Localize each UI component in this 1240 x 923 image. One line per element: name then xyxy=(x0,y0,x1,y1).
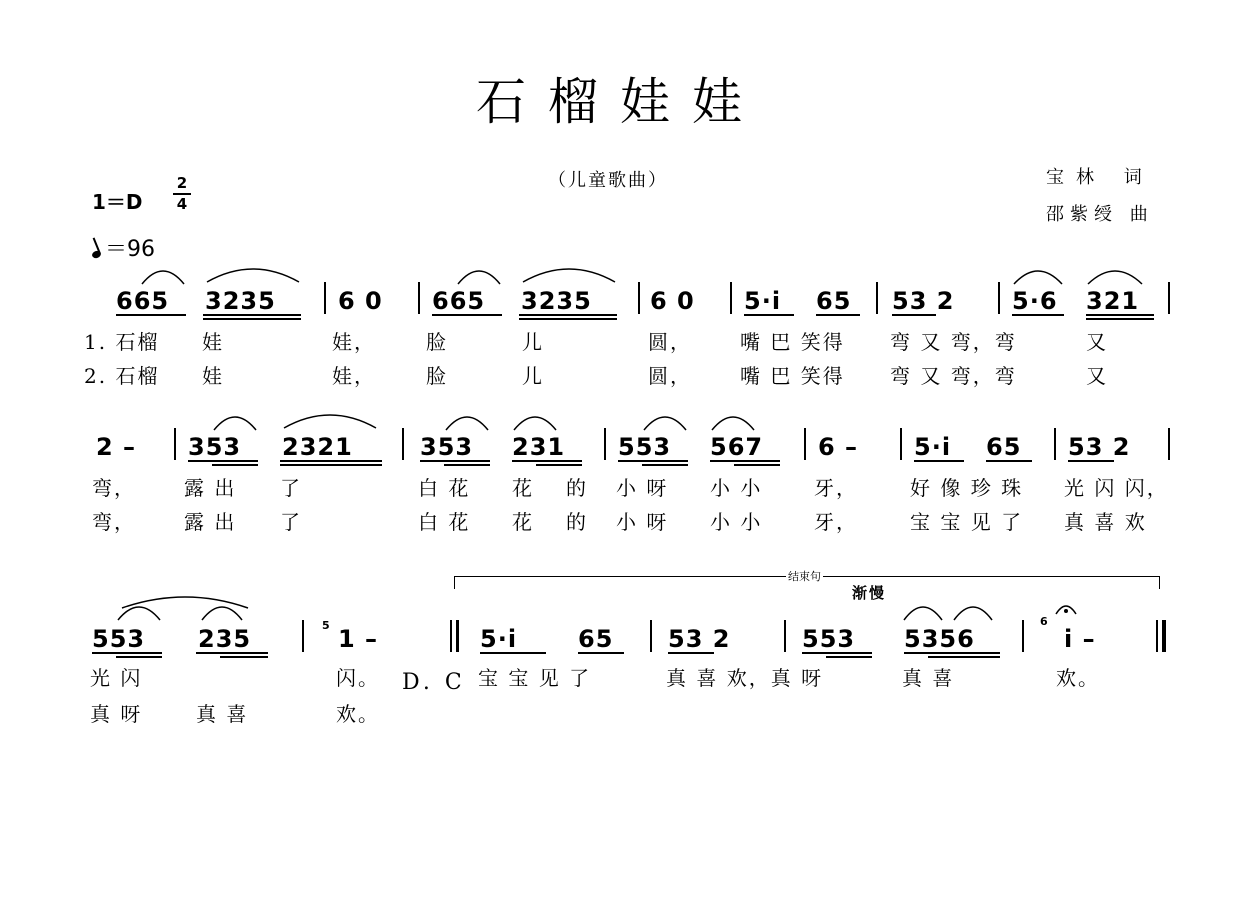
beam-underline xyxy=(432,314,502,316)
melody-group: 553 xyxy=(618,433,672,461)
lyric: 真 呀 xyxy=(90,702,143,726)
lyric: 小 呀 xyxy=(616,510,669,534)
lyric: 白 花 xyxy=(418,510,471,534)
lyric: 脸 xyxy=(426,330,448,354)
lyric: 娃 xyxy=(202,364,224,388)
beam-underline xyxy=(220,656,268,658)
slur xyxy=(642,410,688,432)
lyric: 嘴 巴 笑得 xyxy=(740,330,845,354)
melody-group: 6 0 xyxy=(338,287,383,315)
beam-underline xyxy=(519,314,617,316)
tempo-value: ＝96 xyxy=(105,237,155,262)
lyric: 娃， xyxy=(332,364,376,388)
beam-underline xyxy=(1068,460,1114,462)
beam-underline xyxy=(280,464,382,466)
beam-underline xyxy=(203,318,301,320)
melody-group: 6 – xyxy=(818,433,859,461)
lyric: 儿 xyxy=(522,364,544,388)
lyric: 圆， xyxy=(648,330,692,354)
key-signature: 1＝D xyxy=(92,190,143,214)
melody-group: 65 xyxy=(578,625,614,653)
song-genre: （儿童歌曲） xyxy=(548,170,668,191)
lyric: 了 xyxy=(280,476,302,500)
barline xyxy=(784,620,786,652)
beam-underline xyxy=(519,318,617,320)
melody-group: 353 xyxy=(420,433,474,461)
beam-underline xyxy=(280,460,382,462)
melody-group: 665 xyxy=(432,287,486,315)
melody-group: 235 xyxy=(198,625,252,653)
lyric: 2. 石榴 xyxy=(84,364,160,388)
beam-underline xyxy=(212,464,258,466)
lyric: 闪。 xyxy=(336,666,380,690)
lyric: 儿 xyxy=(522,330,544,354)
melody-group: 567 xyxy=(710,433,764,461)
beam-underline xyxy=(618,460,688,462)
beam-underline xyxy=(734,464,780,466)
beam-underline xyxy=(914,460,964,462)
melody-group: 1 – xyxy=(338,625,379,653)
lyric: 娃 xyxy=(202,330,224,354)
lyric: 弯， xyxy=(92,510,136,534)
slur xyxy=(444,410,490,432)
slur xyxy=(456,264,502,286)
lyric: 欢。 xyxy=(336,702,380,726)
beam-underline xyxy=(116,314,186,316)
song-title: 石榴娃娃 xyxy=(476,73,764,131)
slur xyxy=(1012,264,1064,286)
lyric: 又 xyxy=(1086,330,1108,354)
lyric: 牙， xyxy=(814,476,858,500)
beam-underline xyxy=(420,460,490,462)
lyric: 了 xyxy=(280,510,302,534)
lyric: 圆， xyxy=(648,364,692,388)
lyric: 真 喜 欢 xyxy=(1064,510,1147,534)
grace-note: 6 xyxy=(1040,615,1048,628)
final-barline xyxy=(1156,620,1158,652)
barline xyxy=(804,428,806,460)
melody-group: 3235 xyxy=(205,287,276,315)
beam-underline xyxy=(1086,318,1154,320)
lyric: 好 像 珍 珠 xyxy=(910,476,1024,500)
lyric: 嘴 巴 笑得 xyxy=(740,364,845,388)
time-numerator: 2 xyxy=(176,174,188,192)
barline xyxy=(604,428,606,460)
barline xyxy=(324,282,326,314)
melody-group: 5·6 xyxy=(1012,287,1058,315)
melody-group: 6 0 xyxy=(650,287,695,315)
beam-underline xyxy=(188,460,258,462)
composer-credit: 邵紫绶 曲 xyxy=(1046,204,1154,225)
barline xyxy=(1054,428,1056,460)
beam-underline xyxy=(1012,314,1064,316)
ending-label: 结束句 xyxy=(788,570,821,583)
lyric: 的 xyxy=(566,510,588,534)
beam-underline xyxy=(480,652,546,654)
beam-underline xyxy=(904,652,1000,654)
melody-group: 353 xyxy=(188,433,242,461)
barline xyxy=(418,282,420,314)
beam-underline xyxy=(986,460,1032,462)
melody-group: 5·i xyxy=(480,625,518,653)
ritardando-marking: 渐慢 xyxy=(852,584,887,602)
lyric: 小 小 xyxy=(710,510,763,534)
slur xyxy=(952,600,994,622)
melody-group: 5·i xyxy=(744,287,782,315)
beam-underline xyxy=(578,652,624,654)
slur xyxy=(521,262,617,284)
melody-group: i – xyxy=(1064,625,1096,653)
beam-underline xyxy=(444,464,490,466)
slur xyxy=(200,600,244,622)
lyric: 欢。 xyxy=(1056,666,1100,690)
fermata-icon xyxy=(1054,600,1078,616)
lyric: 脸 xyxy=(426,364,448,388)
time-denominator: 4 xyxy=(176,195,188,213)
barline xyxy=(876,282,878,314)
lyric: 宝 宝 见 了 xyxy=(910,510,1024,534)
melody-group: 65 xyxy=(986,433,1022,461)
barline xyxy=(998,282,1000,314)
lyric: 露 出 xyxy=(184,510,237,534)
quarter-note-icon xyxy=(91,250,102,260)
barline xyxy=(638,282,640,314)
lyric: 光 闪 闪， xyxy=(1064,476,1169,500)
melody-group: 553 xyxy=(92,625,146,653)
lyric: 真 喜 欢，真 呀 xyxy=(666,666,824,690)
slur xyxy=(205,262,301,284)
barline xyxy=(302,620,304,652)
slur xyxy=(212,410,258,432)
barline xyxy=(1168,282,1170,314)
barline xyxy=(174,428,176,460)
barline xyxy=(730,282,732,314)
melody-group: 665 xyxy=(116,287,170,315)
melody-group: 2 – xyxy=(96,433,137,461)
lyricist-credit: 宝林 词 xyxy=(1046,167,1154,188)
beam-underline xyxy=(668,652,714,654)
lyric: 白 花 xyxy=(418,476,471,500)
da-capo-marking: D. C xyxy=(402,670,466,695)
barline xyxy=(900,428,902,460)
lyric: 牙， xyxy=(814,510,858,534)
beam-underline xyxy=(802,652,872,654)
slur xyxy=(902,600,944,622)
beam-underline xyxy=(928,656,1000,658)
beam-underline xyxy=(196,652,268,654)
beam-underline xyxy=(512,460,582,462)
barline xyxy=(1168,428,1170,460)
lyric: 弯 又 弯，弯 xyxy=(890,364,1017,388)
lyric: 小 呀 xyxy=(616,476,669,500)
tempo-marking xyxy=(92,232,155,263)
barline xyxy=(402,428,404,460)
final-barline xyxy=(1162,620,1166,652)
beam-underline xyxy=(203,314,301,316)
lyric: 真 喜 xyxy=(196,702,249,726)
grace-note: 5 xyxy=(322,619,330,632)
lyric: 花 xyxy=(512,476,534,500)
barline xyxy=(1022,620,1024,652)
slur xyxy=(282,408,378,430)
lyric: 1. 石榴 xyxy=(84,330,160,354)
beam-underline xyxy=(710,460,780,462)
melody-group: 5·i xyxy=(914,433,952,461)
slur xyxy=(512,410,558,432)
lyric: 宝 宝 见 了 xyxy=(478,666,592,690)
lyric: 光 闪 xyxy=(90,666,143,690)
lyric: 又 xyxy=(1086,364,1108,388)
beam-underline xyxy=(816,314,860,316)
melody-group: 53 2 xyxy=(1068,433,1131,461)
beam-underline xyxy=(642,464,688,466)
lyric: 弯， xyxy=(92,476,136,500)
lyric: 娃， xyxy=(332,330,376,354)
melody-group: 65 xyxy=(816,287,852,315)
beam-underline xyxy=(892,314,936,316)
lyric: 小 小 xyxy=(710,476,763,500)
slur xyxy=(710,410,756,432)
beam-underline xyxy=(536,464,582,466)
beam-underline xyxy=(826,656,872,658)
melody-group: 53 2 xyxy=(668,625,731,653)
melody-group: 5356 xyxy=(904,625,975,653)
time-signature xyxy=(172,174,192,214)
lyric: 弯 又 弯，弯 xyxy=(890,330,1017,354)
lyric: 花 xyxy=(512,510,534,534)
lyric: 真 喜 xyxy=(902,666,955,690)
beam-underline xyxy=(116,656,162,658)
melody-group: 2321 xyxy=(282,433,353,461)
melody-group: 231 xyxy=(512,433,566,461)
melody-group: 553 xyxy=(802,625,856,653)
slur xyxy=(140,264,186,286)
melody-group: 53 2 xyxy=(892,287,955,315)
slur xyxy=(1086,264,1144,286)
double-barline xyxy=(450,620,452,652)
barline xyxy=(650,620,652,652)
beam-underline xyxy=(744,314,794,316)
beam-underline xyxy=(1086,314,1154,316)
double-barline xyxy=(456,620,459,652)
melody-group: 321 xyxy=(1086,287,1140,315)
lyric: 露 出 xyxy=(184,476,237,500)
lyric: 的 xyxy=(566,476,588,500)
beam-underline xyxy=(92,652,162,654)
melody-group: 3235 xyxy=(521,287,592,315)
